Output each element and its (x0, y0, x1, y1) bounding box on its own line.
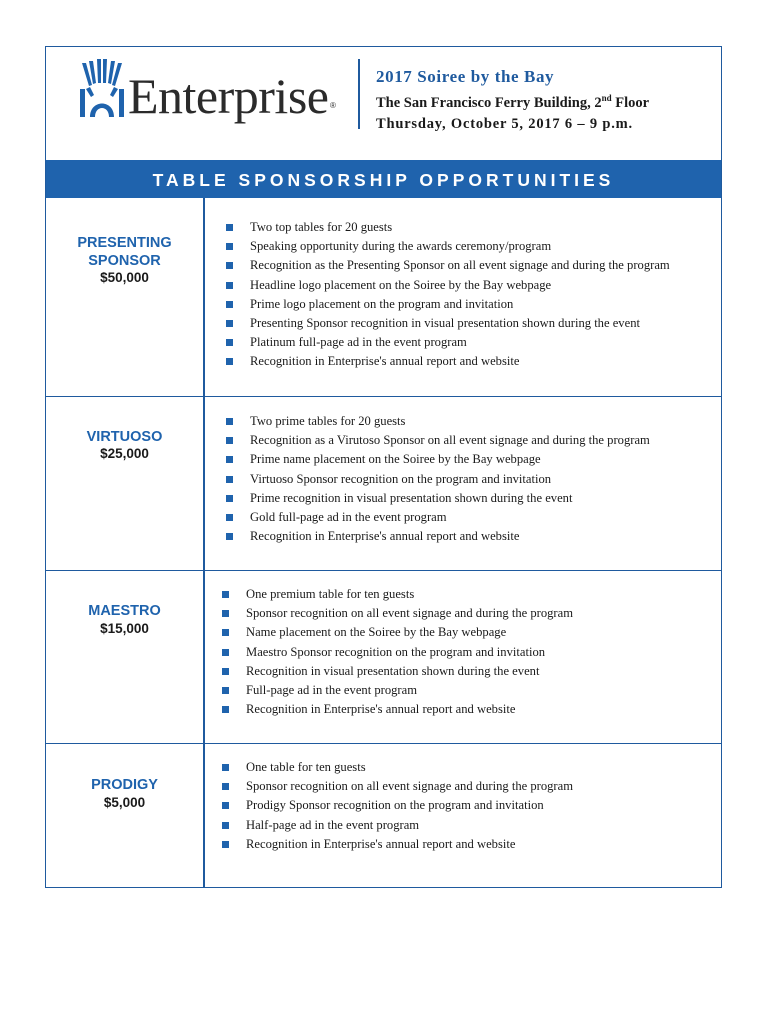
square-bullet-icon (222, 687, 229, 694)
square-bullet-icon (222, 610, 229, 617)
square-bullet-icon (226, 437, 233, 444)
list-item: Prime recognition in visual presentation shown during the event (226, 489, 650, 508)
list-item: Speaking opportunity during the awards ceremony/program (226, 237, 670, 256)
tier-name-line: MAESTRO (88, 603, 161, 619)
square-bullet-icon (226, 495, 233, 502)
column-divider (203, 198, 205, 887)
row-divider (46, 743, 721, 744)
tier-name-virtuoso (46, 428, 203, 446)
event-title: 2017 Soiree by the Bay (376, 67, 555, 86)
tier-name-line: SPONSOR (88, 253, 161, 269)
list-item: Recognition in Enterprise's annual report and website (222, 700, 573, 719)
list-item: Gold full-page ad in the event program (226, 508, 650, 527)
enterprise-logo (78, 59, 348, 129)
benefit-list-presenting (226, 218, 670, 372)
list-item: Half-page ad in the event program (222, 816, 573, 835)
list-item: Sponsor recognition on all event signage and during the program (222, 777, 573, 796)
square-bullet-icon (226, 358, 233, 365)
tier-price-presenting: $50,000 (100, 270, 149, 285)
sponsorship-sheet (45, 46, 722, 888)
list-item: Two prime tables for 20 guests (226, 412, 650, 431)
list-item: Sponsor recognition on all event signage and during the program (222, 604, 573, 623)
benefit-list-prodigy (222, 758, 573, 854)
header-divider (358, 59, 360, 129)
tier-name-prodigy (46, 776, 203, 794)
tier-price-maestro: $15,000 (100, 621, 149, 636)
square-bullet-icon (226, 476, 233, 483)
list-item: Recognition in Enterprise's annual report and website (226, 527, 650, 546)
list-item: Virtuoso Sponsor recognition on the program and invitation (226, 470, 650, 489)
list-item: One table for ten guests (222, 758, 573, 777)
tier-name-line: PRODIGY (91, 777, 158, 793)
square-bullet-icon (226, 418, 233, 425)
list-item: Platinum full-page ad in the event program (226, 333, 670, 352)
tier-name-maestro (46, 602, 203, 620)
tier-price-virtuoso: $25,000 (100, 446, 149, 461)
row-divider (46, 570, 721, 571)
registered-mark: ® (330, 101, 336, 110)
square-bullet-icon (222, 649, 229, 656)
square-bullet-icon (222, 629, 229, 636)
list-item: Full-page ad in the event program (222, 681, 573, 700)
square-bullet-icon (222, 822, 229, 829)
list-item: Prime name placement on the Soiree by the Bay webpage (226, 450, 650, 469)
square-bullet-icon (226, 514, 233, 521)
list-item: Presenting Sponsor recognition in visual presentation shown during the event (226, 314, 670, 333)
square-bullet-icon (222, 783, 229, 790)
list-item: Headline logo placement on the Soiree by the Bay webpage (226, 276, 670, 295)
list-item: One premium table for ten guests (222, 585, 573, 604)
square-bullet-icon (222, 706, 229, 713)
sunburst-logo-icon (78, 59, 126, 119)
list-item: Name placement on the Soiree by the Bay webpage (222, 623, 573, 642)
square-bullet-icon (226, 282, 233, 289)
benefit-list-maestro (222, 585, 573, 719)
venue-text: The San Francisco Ferry Building, 2 (376, 94, 602, 111)
header (46, 47, 721, 160)
square-bullet-icon (222, 764, 229, 771)
list-item: Recognition in Enterprise's annual report and website (226, 352, 670, 371)
square-bullet-icon (222, 668, 229, 675)
tier-name-presenting (46, 234, 203, 270)
list-item: Recognition as the Presenting Sponsor on all event signage and during the program (226, 256, 670, 275)
event-date: Thursday, October 5, 2017 6 – 9 p.m. (376, 115, 633, 132)
section-banner: TABLE SPONSORSHIP OPPORTUNITIES (46, 160, 721, 198)
venue-ordinal: nd (601, 93, 612, 103)
list-item: Two top tables for 20 guests (226, 218, 670, 237)
square-bullet-icon (226, 224, 233, 231)
tier-name-line: VIRTUOSO (86, 429, 163, 445)
square-bullet-icon (226, 301, 233, 308)
list-item: Prodigy Sponsor recognition on the program and invitation (222, 796, 573, 815)
event-info (376, 67, 649, 133)
logo-wordmark: Enterprise (128, 68, 329, 124)
venue-floor: Floor (611, 94, 650, 111)
square-bullet-icon (222, 841, 229, 848)
event-venue (376, 93, 649, 112)
square-bullet-icon (226, 262, 233, 269)
square-bullet-icon (226, 243, 233, 250)
tier-name-line: PRESENTING (77, 235, 172, 251)
list-item: Recognition as a Virutoso Sponsor on all event signage and during the program (226, 431, 650, 450)
benefit-list-virtuoso (226, 412, 650, 546)
square-bullet-icon (226, 320, 233, 327)
square-bullet-icon (222, 802, 229, 809)
square-bullet-icon (226, 339, 233, 346)
square-bullet-icon (226, 533, 233, 540)
square-bullet-icon (226, 456, 233, 463)
square-bullet-icon (222, 591, 229, 598)
list-item: Maestro Sponsor recognition on the program and invitation (222, 643, 573, 662)
tier-price-prodigy: $5,000 (103, 795, 146, 810)
list-item: Recognition in Enterprise's annual report and website (222, 835, 573, 854)
list-item: Recognition in visual presentation shown during the event (222, 662, 573, 681)
list-item: Prime logo placement on the program and invitation (226, 295, 670, 314)
row-divider (46, 396, 721, 397)
